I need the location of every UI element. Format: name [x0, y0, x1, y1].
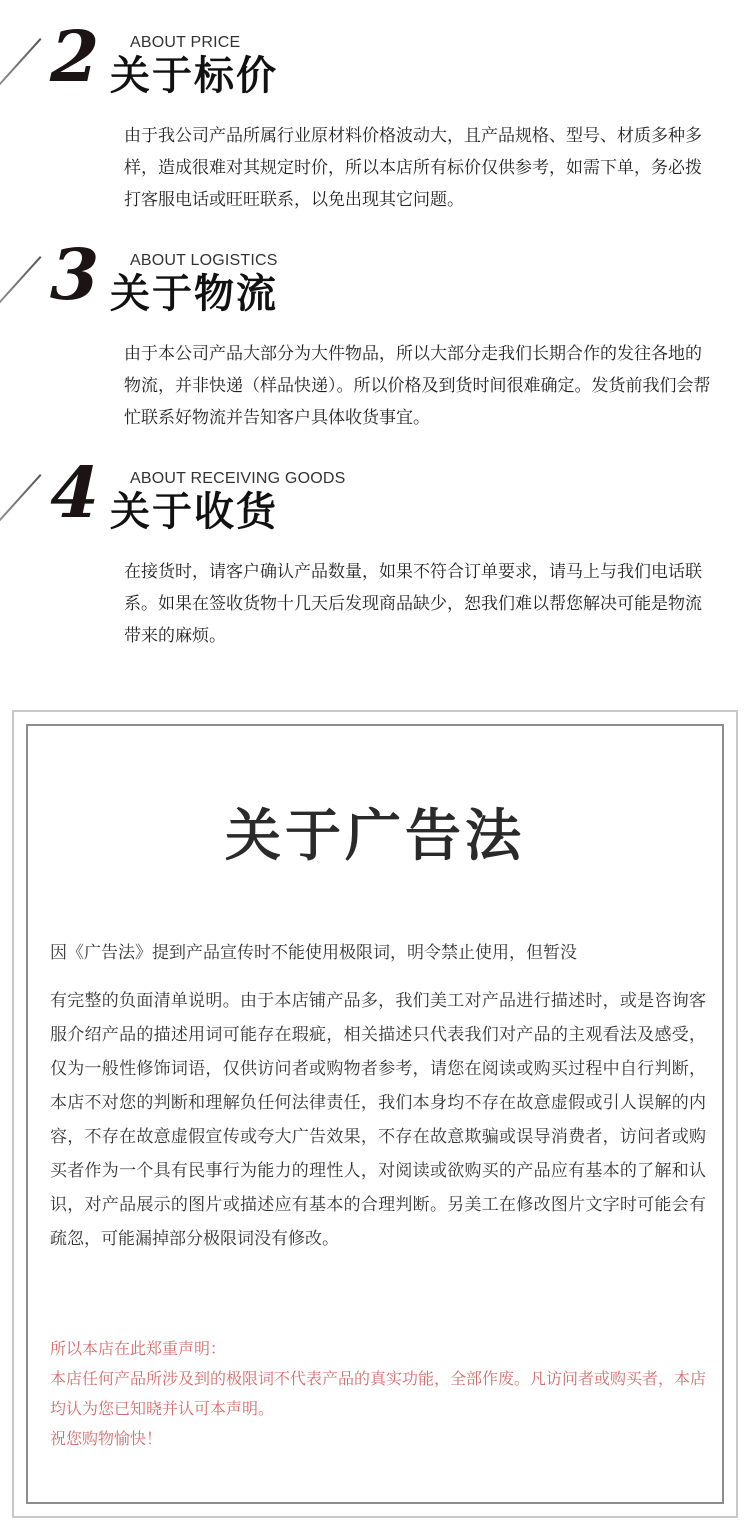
ad-law-body: 有完整的负面清单说明。由于本店铺产品多，我们美工对产品进行描述时，或是咨询客服介绍产品的描述用词可能存在瑕疵，相关描述只代表我们对产品的主观看法及感受，仅为一般性修饰词语，仅供访问者或购物者参考，请您在阅读或购买过程中自行判断，本店不对您的判断和理解负任何法律责任，我们本身均不存在故意虚假或引人误解的内容，不存在故意虚假宣传或夸大广告效果，不存在故意欺骗或误导消费者，访问者或购买者作为一个具有民事行为能力的理性人，对阅读或欲购买的产品应有基本的了解和认识，对产品展示的图片或描述应有基本的合理判断。另美工在修改图片文字时可能会有疏忽，可能漏掉部分极限词没有修改。	[50, 991, 706, 1249]
ad-law-first-line: 因《广告法》提到产品宣传时不能使用极限词，明令禁止使用，但暂没	[50, 943, 577, 963]
section-english-title: ABOUT PRICE	[130, 34, 241, 51]
ad-law-notice	[50, 1334, 710, 1454]
section-number: 2	[41, 15, 108, 98]
ad-law-outer-frame	[12, 710, 738, 1518]
notice-line: 所以本店在此郑重声明：	[50, 1339, 227, 1358]
ad-law-title: 关于广告法	[225, 804, 525, 869]
section-text: 在接货时，请客户确认产品数量，如果不符合订单要求，请马上与我们电话联系。如果在签收货物十几天后发现商品缺少，恕我们难以帮您解决可能是物流带来的麻烦。	[124, 562, 702, 646]
section-heading: 关于收货	[110, 489, 278, 535]
notice-line: 本店任何产品所涉及到的极限词不代表产品的真实功能，全部作废。凡访问者或购买者，本店均认为您已知晓并认可本声明。	[50, 1369, 707, 1418]
section-english-title: ABOUT RECEIVING GOODS	[130, 470, 346, 487]
diagonal-decoration	[0, 38, 41, 127]
section-english-title: ABOUT LOGISTICS	[130, 252, 278, 269]
section-text: 由于我公司产品所属行业原材料价格波动大，且产品规格、型号、材质多种多样，造成很难对其规定时价，所以本店所有标价仅供参考，如需下单，务必拨打客服电话或旺旺联系，以免出现其它问题。	[124, 126, 702, 210]
diagonal-decoration	[0, 256, 41, 345]
section-number: 3	[41, 233, 108, 316]
section-text: 由于本公司产品大部分为大件物品，所以大部分走我们长期合作的发往各地的物流，并非快递（样品快递）。所以价格及到货时间很难确定。发货前我们会帮忙联系好物流并告知客户具体收货事宜。	[124, 344, 711, 428]
notice-line: 祝您购物愉快！	[50, 1429, 163, 1448]
section-heading: 关于物流	[110, 271, 278, 317]
ad-law-inner-frame	[26, 724, 724, 1504]
section-number: 4	[41, 451, 108, 534]
diagonal-decoration	[0, 474, 41, 563]
section-heading: 关于标价	[110, 53, 278, 99]
